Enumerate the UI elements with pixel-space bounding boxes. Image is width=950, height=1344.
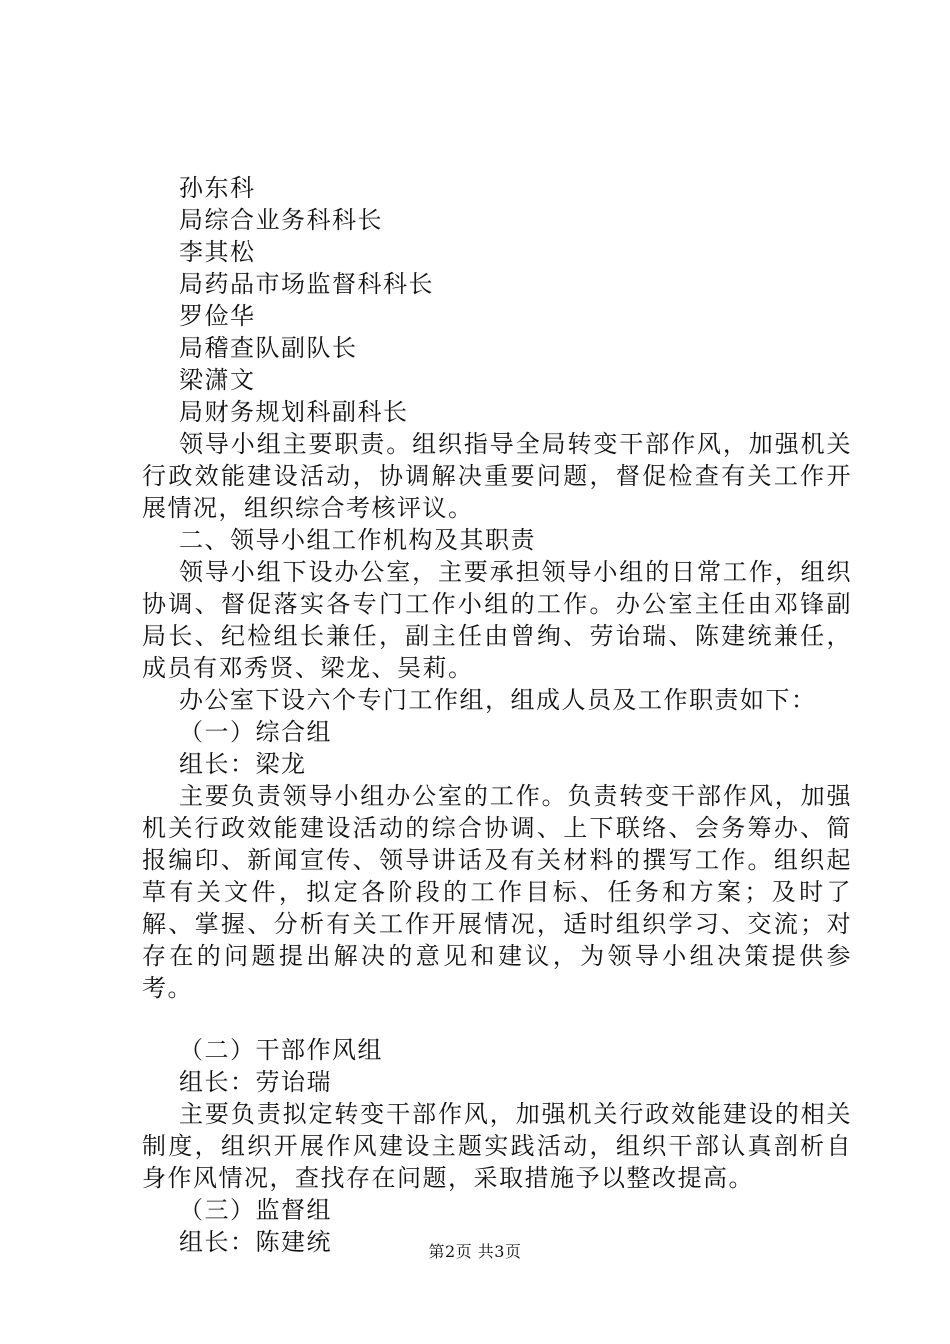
member-title-line: 局综合业务科科长 xyxy=(179,206,383,234)
page-footer: 第2页 共3页 xyxy=(428,1242,522,1261)
member-title-line: 局财务规划科副科长 xyxy=(179,398,409,426)
subsection-heading: （三）监督组 xyxy=(179,1196,332,1224)
group-leader-line: 组长：陈建统 xyxy=(179,1228,332,1256)
body-paragraph: 领导小组主要职责。组织指导全局转变干部作风，加强机关行政效能建设活动，协调解决重要问题，督促检查有关工作开展情况，组织综合考核评议。 xyxy=(142,430,852,522)
member-name-line: 李其松 xyxy=(179,238,256,266)
member-title-line: 局稽查队副队长 xyxy=(179,334,358,362)
body-paragraph: 领导小组下设办公室，主要承担领导小组的日常工作，组织协调、督促落实各专门工作小组的工作。办公室主任由邓锋副局长、纪检组长兼任，副主任由曾绚、劳诒瑞、陈建统兼任，成员有邓秀贤、梁龙、吴莉。 xyxy=(142,558,852,682)
body-paragraph: 办公室下设六个专门工作组，组成人员及工作职责如下： xyxy=(179,686,817,714)
body-paragraph: 主要负责拟定转变干部作风，加强机关行政效能建设的相关制度，组织开展作风建设主题实践活动，组织干部认真剖析自身作风情况，查找存在问题，采取措施予以整改提高。 xyxy=(142,1100,852,1192)
document-body xyxy=(142,172,852,1258)
subsection-heading: （一）综合组 xyxy=(179,718,332,746)
subsection-heading: （二）干部作风组 xyxy=(179,1036,383,1064)
member-name-line: 孙东科 xyxy=(179,174,256,202)
member-name-line: 罗俭华 xyxy=(179,302,256,330)
group-leader-line: 组长：劳诒瑞 xyxy=(179,1068,332,1096)
member-title-line: 局药品市场监督科科长 xyxy=(179,270,434,298)
body-paragraph: 主要负责领导小组办公室的工作。负责转变干部作风，加强机关行政效能建设活动的综合协调、上下联络、会务筹办、简报编印、新闻宣传、领导讲话及有关材料的撰写工作。组织起草有关文件，拟定各阶段的工作目标、任务和方案；及时了解、掌握、分析有关工作开展情况，适时组织学习、交流；对存在的问题提出解决的意见和建议，为领导小组决策提供参考。 xyxy=(142,782,852,1002)
section-heading: 二、领导小组工作机构及其职责 xyxy=(179,526,536,554)
member-name-line: 梁潇文 xyxy=(179,366,256,394)
group-leader-line: 组长：梁龙 xyxy=(179,750,307,778)
